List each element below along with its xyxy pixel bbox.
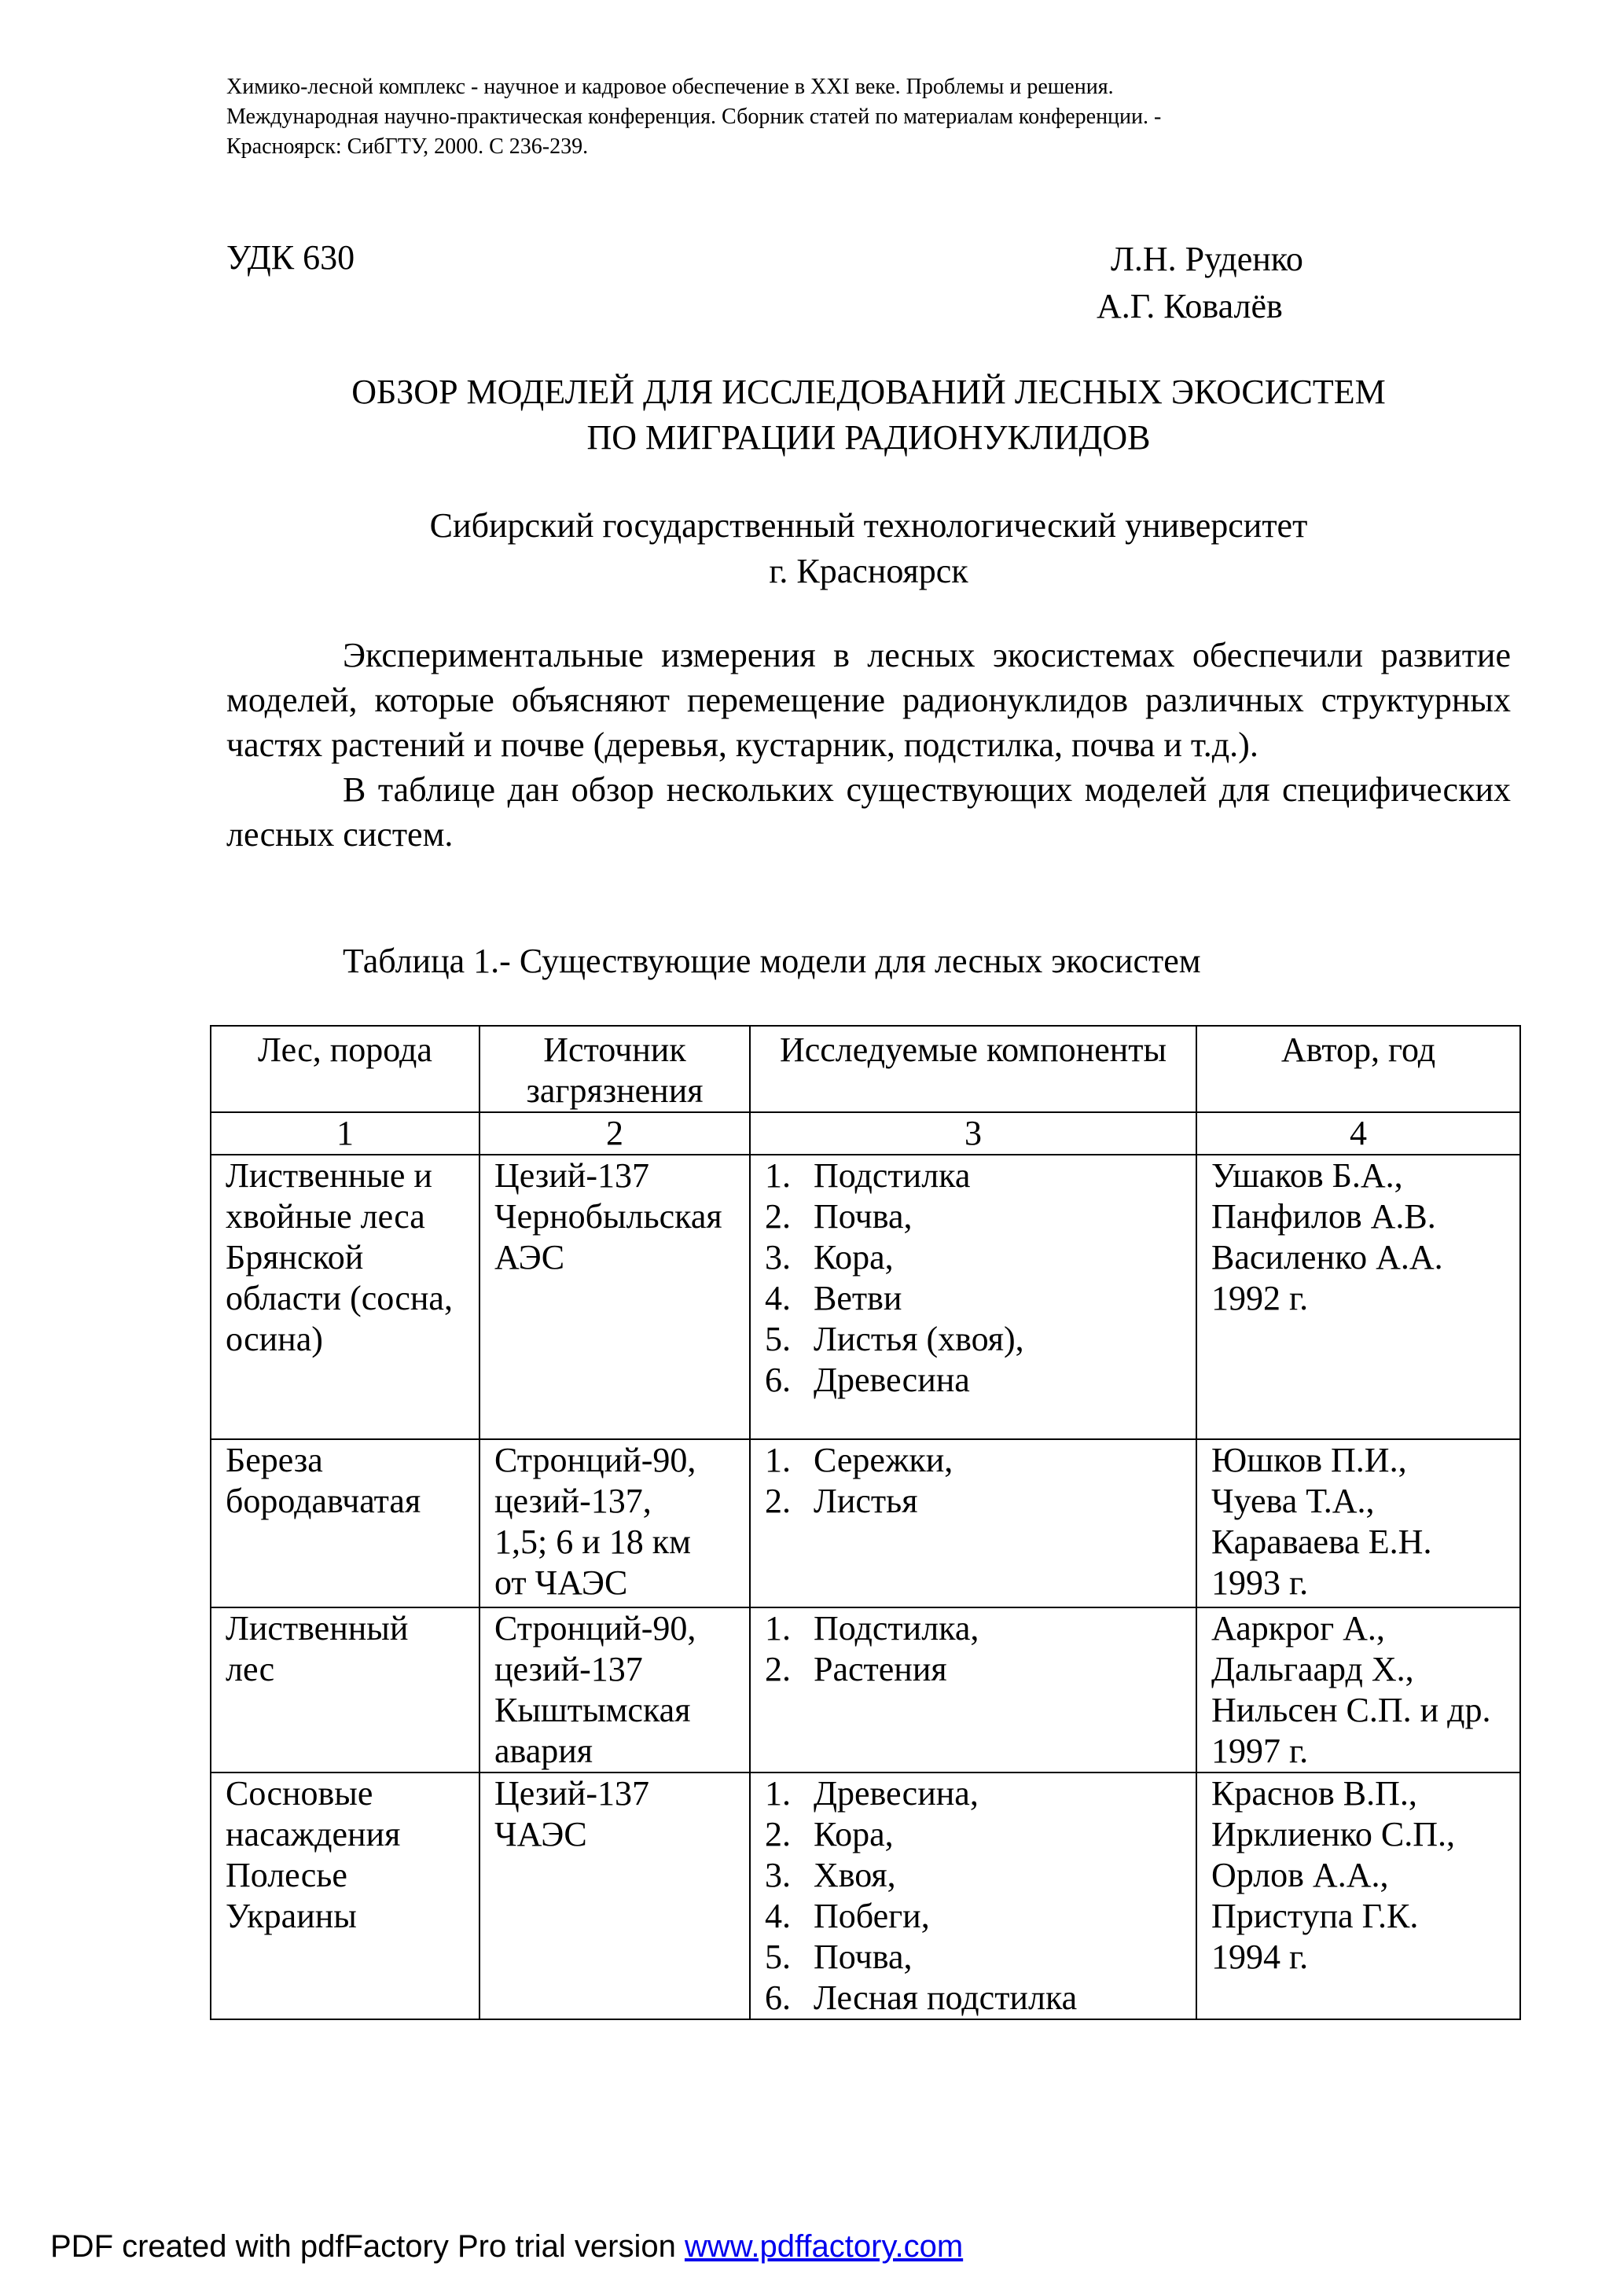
forest-cell xyxy=(211,1607,479,1773)
cell-line: Брянской xyxy=(226,1238,364,1277)
cell-line: Лиственный xyxy=(226,1609,409,1648)
components-list xyxy=(765,1608,1181,1690)
component-label: Лесная подстилка xyxy=(814,1978,1078,2017)
cell-line: Дальгаард Х., xyxy=(1211,1650,1414,1688)
header-forest: Лес, порода xyxy=(211,1026,479,1112)
cell-line: области (сосна, xyxy=(226,1279,453,1317)
cell-line: Полесье xyxy=(226,1856,347,1894)
component-number: 3. xyxy=(765,1856,791,1894)
affiliation-line: г. Красноярск xyxy=(769,552,968,590)
column-number: 1 xyxy=(211,1112,479,1155)
source-cell xyxy=(479,1607,750,1773)
author-cell xyxy=(1196,1155,1520,1439)
footer-text: PDF created with pdfFactory Pro trial version xyxy=(50,2229,685,2264)
cell-line: лес xyxy=(226,1650,275,1688)
component-number: 2. xyxy=(765,1815,791,1853)
component-label: Кора, xyxy=(814,1238,894,1277)
component-item xyxy=(765,1855,1181,1896)
components-list xyxy=(765,1155,1181,1401)
component-label: Листья (хвоя), xyxy=(814,1320,1024,1358)
component-number: 5. xyxy=(765,1938,791,1976)
citation-header xyxy=(226,72,1516,162)
components-cell xyxy=(750,1439,1196,1607)
cell-line: Береза xyxy=(226,1441,323,1479)
component-number: 6. xyxy=(765,1361,791,1399)
component-item xyxy=(765,1978,1181,2019)
source-cell xyxy=(479,1439,750,1607)
column-number: 4 xyxy=(1196,1112,1520,1155)
components-cell xyxy=(750,1155,1196,1439)
component-label: Древесина, xyxy=(814,1774,979,1813)
udk-code: УДК 630 xyxy=(226,238,355,277)
cell-line: Орлов А.А., xyxy=(1211,1856,1389,1894)
components-list xyxy=(765,1773,1181,2019)
component-item xyxy=(765,1155,1181,1196)
title-line: ПО МИГРАЦИИ РАДИОНУКЛИДОВ xyxy=(586,418,1151,457)
header-components: Исследуемые компоненты xyxy=(750,1026,1196,1112)
affiliation xyxy=(226,503,1511,594)
column-number: 3 xyxy=(750,1112,1196,1155)
component-item xyxy=(765,1319,1181,1360)
component-item xyxy=(765,1937,1181,1978)
citation-line: Химико-лесной комплекс - научное и кадровое обеспечение в XXI веке. Проблемы и решения. xyxy=(226,75,1114,99)
author-cell xyxy=(1196,1439,1520,1607)
cell-line: цезий-137 xyxy=(494,1650,643,1688)
cell-line: Краснов В.П., xyxy=(1211,1774,1417,1813)
forest-cell xyxy=(211,1439,479,1607)
cell-line: Чернобыльская xyxy=(494,1197,722,1236)
table-row xyxy=(211,1773,1520,2019)
component-label: Подстилка xyxy=(814,1156,971,1195)
article-title xyxy=(226,369,1511,461)
cell-line: Ушаков Б.А., xyxy=(1211,1156,1403,1195)
header-author: Автор, год xyxy=(1196,1026,1520,1112)
table-row xyxy=(211,1439,1520,1607)
body-text xyxy=(226,633,1511,857)
cell-line: ЧАЭС xyxy=(494,1815,587,1853)
component-number: 3. xyxy=(765,1238,791,1277)
component-item xyxy=(765,1773,1181,1814)
cell-line: Приступа Г.К. xyxy=(1211,1897,1419,1935)
component-label: Сережки, xyxy=(814,1441,953,1479)
paragraph: Экспериментальные измерения в лесных экосистемах обеспечили развитие моделей, которые объясняют перемещение радионуклидов различных структурных частях растений и почве (деревья, кустарник, подстилка, почва и т.д.). xyxy=(226,636,1511,764)
cell-line: Юшков П.И., xyxy=(1211,1441,1407,1479)
author-name: Л.Н. Руденко xyxy=(1111,240,1303,278)
cell-line: осина) xyxy=(226,1320,323,1358)
author-cell xyxy=(1196,1607,1520,1773)
forest-cell xyxy=(211,1155,479,1439)
cell-line: насаждения xyxy=(226,1815,401,1853)
component-number: 1. xyxy=(765,1441,791,1479)
components-list xyxy=(765,1440,1181,1522)
author-name: А.Г. Ковалёв xyxy=(1097,287,1283,325)
source-cell xyxy=(479,1773,750,2019)
cell-line: 1997 г. xyxy=(1211,1732,1309,1770)
cell-line: Панфилов А.В. xyxy=(1211,1197,1436,1236)
column-number-row xyxy=(211,1112,1520,1155)
cell-line: Чуева Т.А., xyxy=(1211,1482,1375,1520)
cell-line: Цезий-137 xyxy=(494,1774,649,1813)
cell-line: 1993 г. xyxy=(1211,1563,1309,1602)
table-row xyxy=(211,1155,1520,1439)
cell-line: бородавчатая xyxy=(226,1482,421,1520)
component-label: Растения xyxy=(814,1650,947,1688)
component-label: Ветви xyxy=(814,1279,902,1317)
component-item xyxy=(765,1896,1181,1937)
component-label: Кора, xyxy=(814,1815,894,1853)
cell-line: Стронций-90, xyxy=(494,1441,696,1479)
components-cell xyxy=(750,1773,1196,2019)
component-item xyxy=(765,1360,1181,1401)
cell-line: 1994 г. xyxy=(1211,1938,1309,1976)
cell-line: цезий-137, xyxy=(494,1482,652,1520)
cell-line: авария xyxy=(494,1732,593,1770)
cell-line: Василенко А.А. xyxy=(1211,1238,1443,1277)
component-number: 1. xyxy=(765,1774,791,1813)
cell-line: 1,5; 6 и 18 км xyxy=(494,1523,691,1561)
cell-line: Лиственные и xyxy=(226,1156,432,1195)
author-cell xyxy=(1196,1773,1520,2019)
component-number: 4. xyxy=(765,1897,791,1935)
cell-line: от ЧАЭС xyxy=(494,1563,628,1602)
cell-line: Украины xyxy=(226,1897,357,1935)
cell-line: Ааркрог А., xyxy=(1211,1609,1385,1648)
paragraph: В таблице дан обзор нескольких существующих моделей для специфических лесных систем. xyxy=(226,770,1511,854)
cell-line: Караваева Е.Н. xyxy=(1211,1523,1432,1561)
table-row xyxy=(211,1607,1520,1773)
component-item xyxy=(765,1196,1181,1237)
component-item xyxy=(765,1649,1181,1690)
table-header-row xyxy=(211,1026,1520,1112)
cell-line: хвойные леса xyxy=(226,1197,425,1236)
cell-line: Ирклиенко С.П., xyxy=(1211,1815,1455,1853)
component-label: Почва, xyxy=(814,1938,913,1976)
component-number: 2. xyxy=(765,1482,791,1520)
cell-line: Цезий-137 xyxy=(494,1156,649,1195)
cell-line: Кыштымская xyxy=(494,1691,691,1729)
component-item xyxy=(765,1608,1181,1649)
cell-line: Сосновые xyxy=(226,1774,373,1813)
source-cell xyxy=(479,1155,750,1439)
component-number: 5. xyxy=(765,1320,791,1358)
cell-line: Стронций-90, xyxy=(494,1609,696,1648)
cell-line: 1992 г. xyxy=(1211,1279,1309,1317)
citation-line: Международная научно-практическая конференция. Сборник статей по материалам конференции. - xyxy=(226,105,1162,129)
component-label: Побеги, xyxy=(814,1897,930,1935)
cell-line: АЭС xyxy=(494,1238,565,1277)
component-number: 6. xyxy=(765,1978,791,2017)
component-number: 1. xyxy=(765,1609,791,1648)
component-label: Листья xyxy=(814,1482,918,1520)
table-body xyxy=(211,1155,1520,2019)
component-label: Хвоя, xyxy=(814,1856,896,1894)
table-caption: Таблица 1.- Существующие модели для лесных экосистем xyxy=(343,942,1201,980)
citation-line: Красноярск: СибГТУ, 2000. С 236-239. xyxy=(226,134,589,159)
affiliation-line: Сибирский государственный технологический университет xyxy=(429,506,1308,545)
component-number: 1. xyxy=(765,1156,791,1195)
component-number: 4. xyxy=(765,1279,791,1317)
header-source: Источник загрязнения xyxy=(479,1026,750,1112)
forest-cell xyxy=(211,1773,479,2019)
component-label: Почва, xyxy=(814,1197,913,1236)
component-label: Подстилка, xyxy=(814,1609,979,1648)
component-item xyxy=(765,1440,1181,1481)
components-cell xyxy=(750,1607,1196,1773)
component-item xyxy=(765,1278,1181,1319)
cell-line: Нильсен С.П. и др. xyxy=(1211,1691,1491,1729)
component-item xyxy=(765,1481,1181,1522)
component-number: 2. xyxy=(765,1197,791,1236)
component-item xyxy=(765,1814,1181,1855)
footer-link[interactable]: www.pdffactory.com xyxy=(684,2229,964,2264)
title-line: ОБЗОР МОДЕЛЕЙ ДЛЯ ИССЛЕДОВАНИЙ ЛЕСНЫХ ЭКОСИСТЕМ xyxy=(351,373,1386,411)
component-number: 2. xyxy=(765,1650,791,1688)
models-table xyxy=(210,1025,1521,2020)
component-label: Древесина xyxy=(814,1361,970,1399)
pdf-footer xyxy=(50,2229,963,2265)
column-number: 2 xyxy=(479,1112,750,1155)
author-list xyxy=(1097,236,1303,330)
component-item xyxy=(765,1237,1181,1278)
